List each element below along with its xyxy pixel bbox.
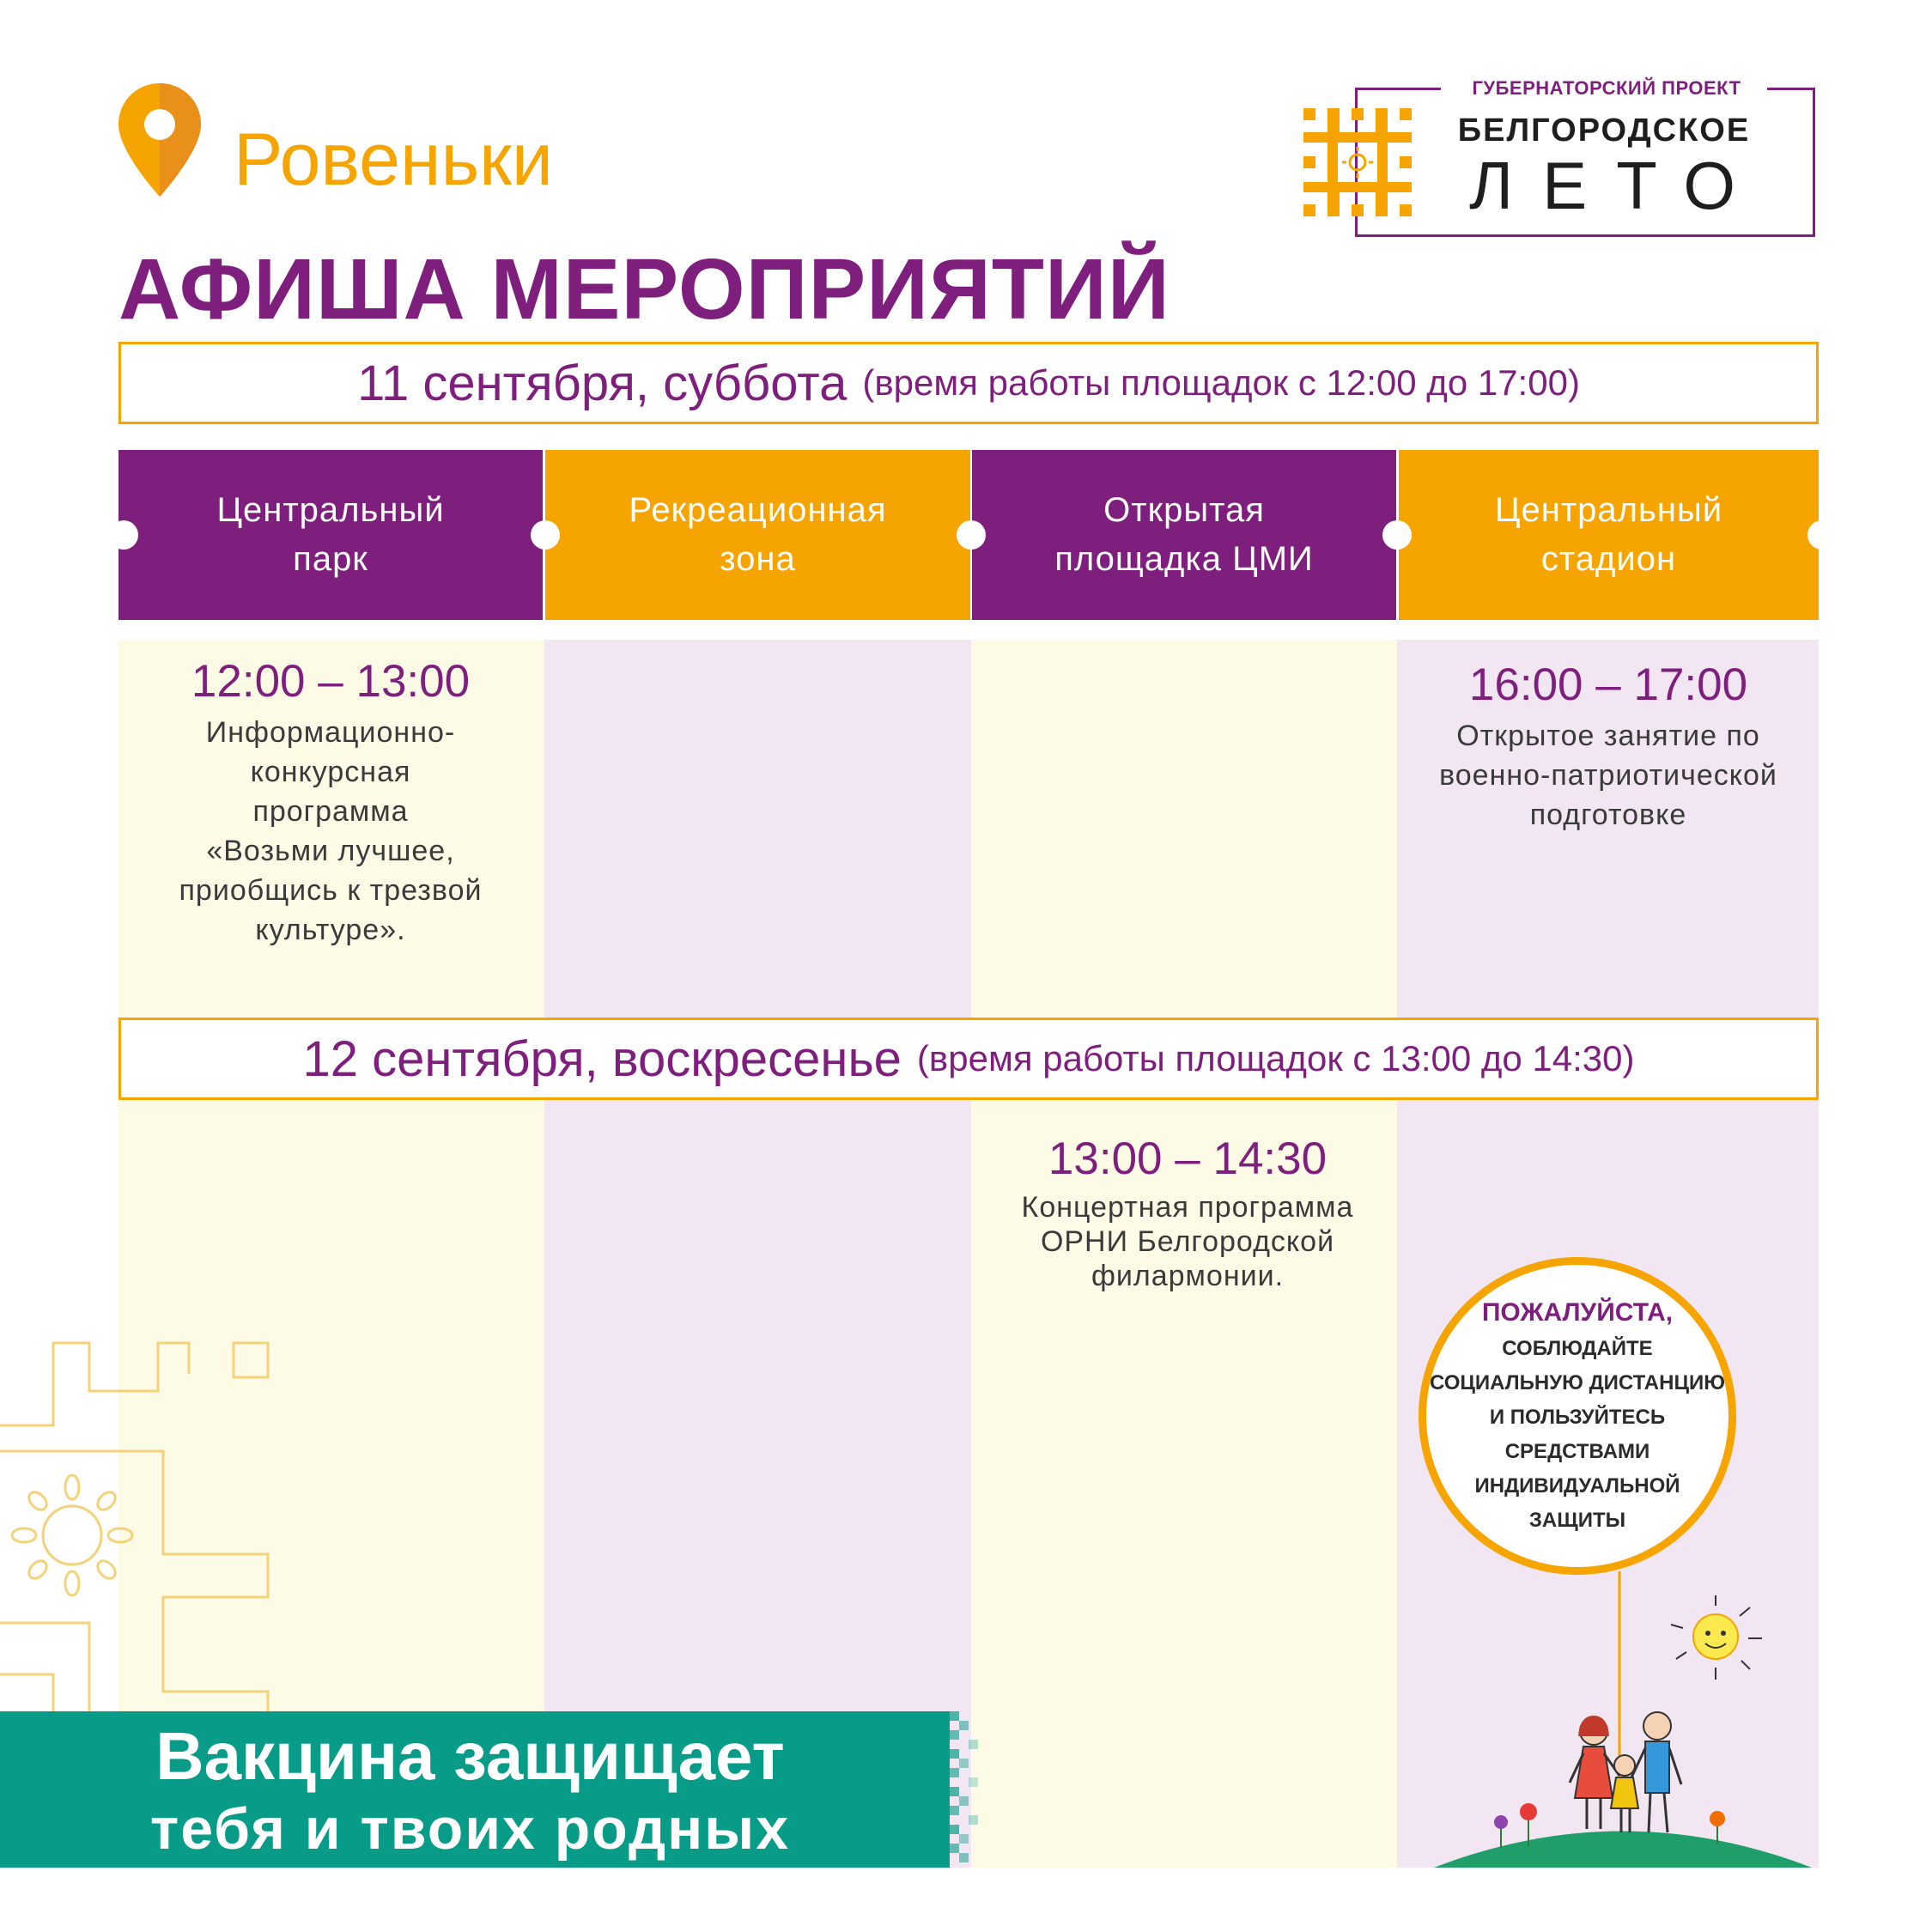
event-line: конкурсная (250, 756, 411, 788)
banner-pixel-pattern (940, 1711, 978, 1868)
event-description (137, 713, 524, 950)
venue-header-central-stadium (1399, 450, 1819, 620)
venue-label-line2: парк (293, 540, 368, 578)
banner-line1: Вакцина защищает (155, 1718, 785, 1794)
event-description (987, 1190, 1388, 1293)
event-day1-central-stadium (1408, 658, 1808, 835)
venue-label-line2: зона (720, 540, 796, 578)
event-time: 12:00 – 13:00 (191, 656, 471, 707)
notice-line: ИНДИВИДУАЛЬНОЙ (1474, 1474, 1680, 1498)
notice-line: СОЦИАЛЬНУЮ ДИСТАНЦИЮ (1429, 1371, 1725, 1394)
logo-line2: ЛЕТО (1468, 148, 1765, 223)
event-line: культуре». (255, 914, 406, 946)
ornament-sun-icon (0, 1340, 283, 1717)
date-day2: 12 сентября, воскресенье (302, 1030, 902, 1087)
location-pin-icon (117, 82, 203, 198)
logo-ornament-icon (1303, 108, 1412, 216)
header-notch (1807, 520, 1837, 550)
date-header-day1 (118, 342, 1819, 424)
venue-header-central-park (118, 450, 543, 620)
header-notch (531, 520, 560, 550)
notice-line: СОБЛЮДАЙТЕ (1502, 1337, 1653, 1360)
safety-notice-badge (1419, 1257, 1736, 1575)
date-day1: 11 сентября, суббота (357, 355, 848, 411)
family-sun-illustration (1425, 1571, 1820, 1868)
event-time: 13:00 – 14:30 (1048, 1133, 1327, 1184)
notice-heading: ПОЖАЛУЙСТА, (1481, 1298, 1674, 1327)
event-line: ОРНИ Белгородской (1040, 1225, 1335, 1258)
event-time: 16:00 – 17:00 (1468, 659, 1748, 710)
event-line: программа (252, 795, 409, 828)
event-line: «Возьми лучшее, (206, 835, 455, 867)
logo-line1: БЕЛГОРОДСКОЕ (1457, 112, 1751, 149)
event-line: филармонии. (1091, 1260, 1285, 1292)
logo-frame-top-left (1355, 88, 1441, 90)
event-day1-central-park (137, 654, 524, 950)
venue-header-recreation-zone (545, 450, 970, 620)
venue-label-line1: Открытая (1103, 491, 1265, 529)
event-line: Концертная программа (1021, 1191, 1354, 1224)
venue-label-line1: Рекреационная (629, 491, 887, 529)
hours-day1: (время работы площадок с 12:00 до 17:00) (862, 362, 1580, 403)
venue-label-line1: Центральный (1494, 491, 1723, 529)
vaccine-banner (0, 1711, 940, 1868)
city-name: Ровеньки (234, 118, 553, 201)
header-notch (1382, 520, 1412, 550)
hours-day2: (время работы площадок с 13:00 до 14:30) (916, 1038, 1635, 1078)
notice-line: ЗАЩИТЫ (1528, 1509, 1626, 1532)
event-day2-cmi-area (987, 1132, 1388, 1293)
logo-frame-top-right (1767, 88, 1815, 90)
event-line: подготовке (1529, 799, 1687, 831)
column-bg-recreation-zone (544, 640, 971, 1868)
banner-line2: тебя и твоих родных (149, 1796, 791, 1862)
event-description (1408, 716, 1808, 835)
header-notch (957, 520, 986, 550)
event-line: Информационно- (205, 716, 456, 749)
event-line: приобщись к трезвой (179, 874, 483, 907)
event-line: военно-патриотической (1439, 759, 1777, 792)
header-notch (109, 520, 138, 550)
page-title: АФИША МЕРОПРИЯТИЙ (118, 241, 1170, 337)
logo-project-label: ГУБЕРНАТОРСКИЙ ПРОЕКТ (1451, 77, 1762, 100)
notice-line: СРЕДСТВАМИ (1504, 1440, 1650, 1463)
venue-header-cmi-area (972, 450, 1396, 620)
venue-label-line1: Центральный (216, 491, 445, 529)
notice-line: И ПОЛЬЗУЙТЕСЬ (1489, 1406, 1666, 1429)
venue-label-line2: площадка ЦМИ (1054, 540, 1314, 578)
venue-label-line2: стадион (1540, 540, 1677, 578)
event-line: Открытое занятие по (1456, 720, 1760, 752)
date-header-day2 (118, 1018, 1819, 1100)
